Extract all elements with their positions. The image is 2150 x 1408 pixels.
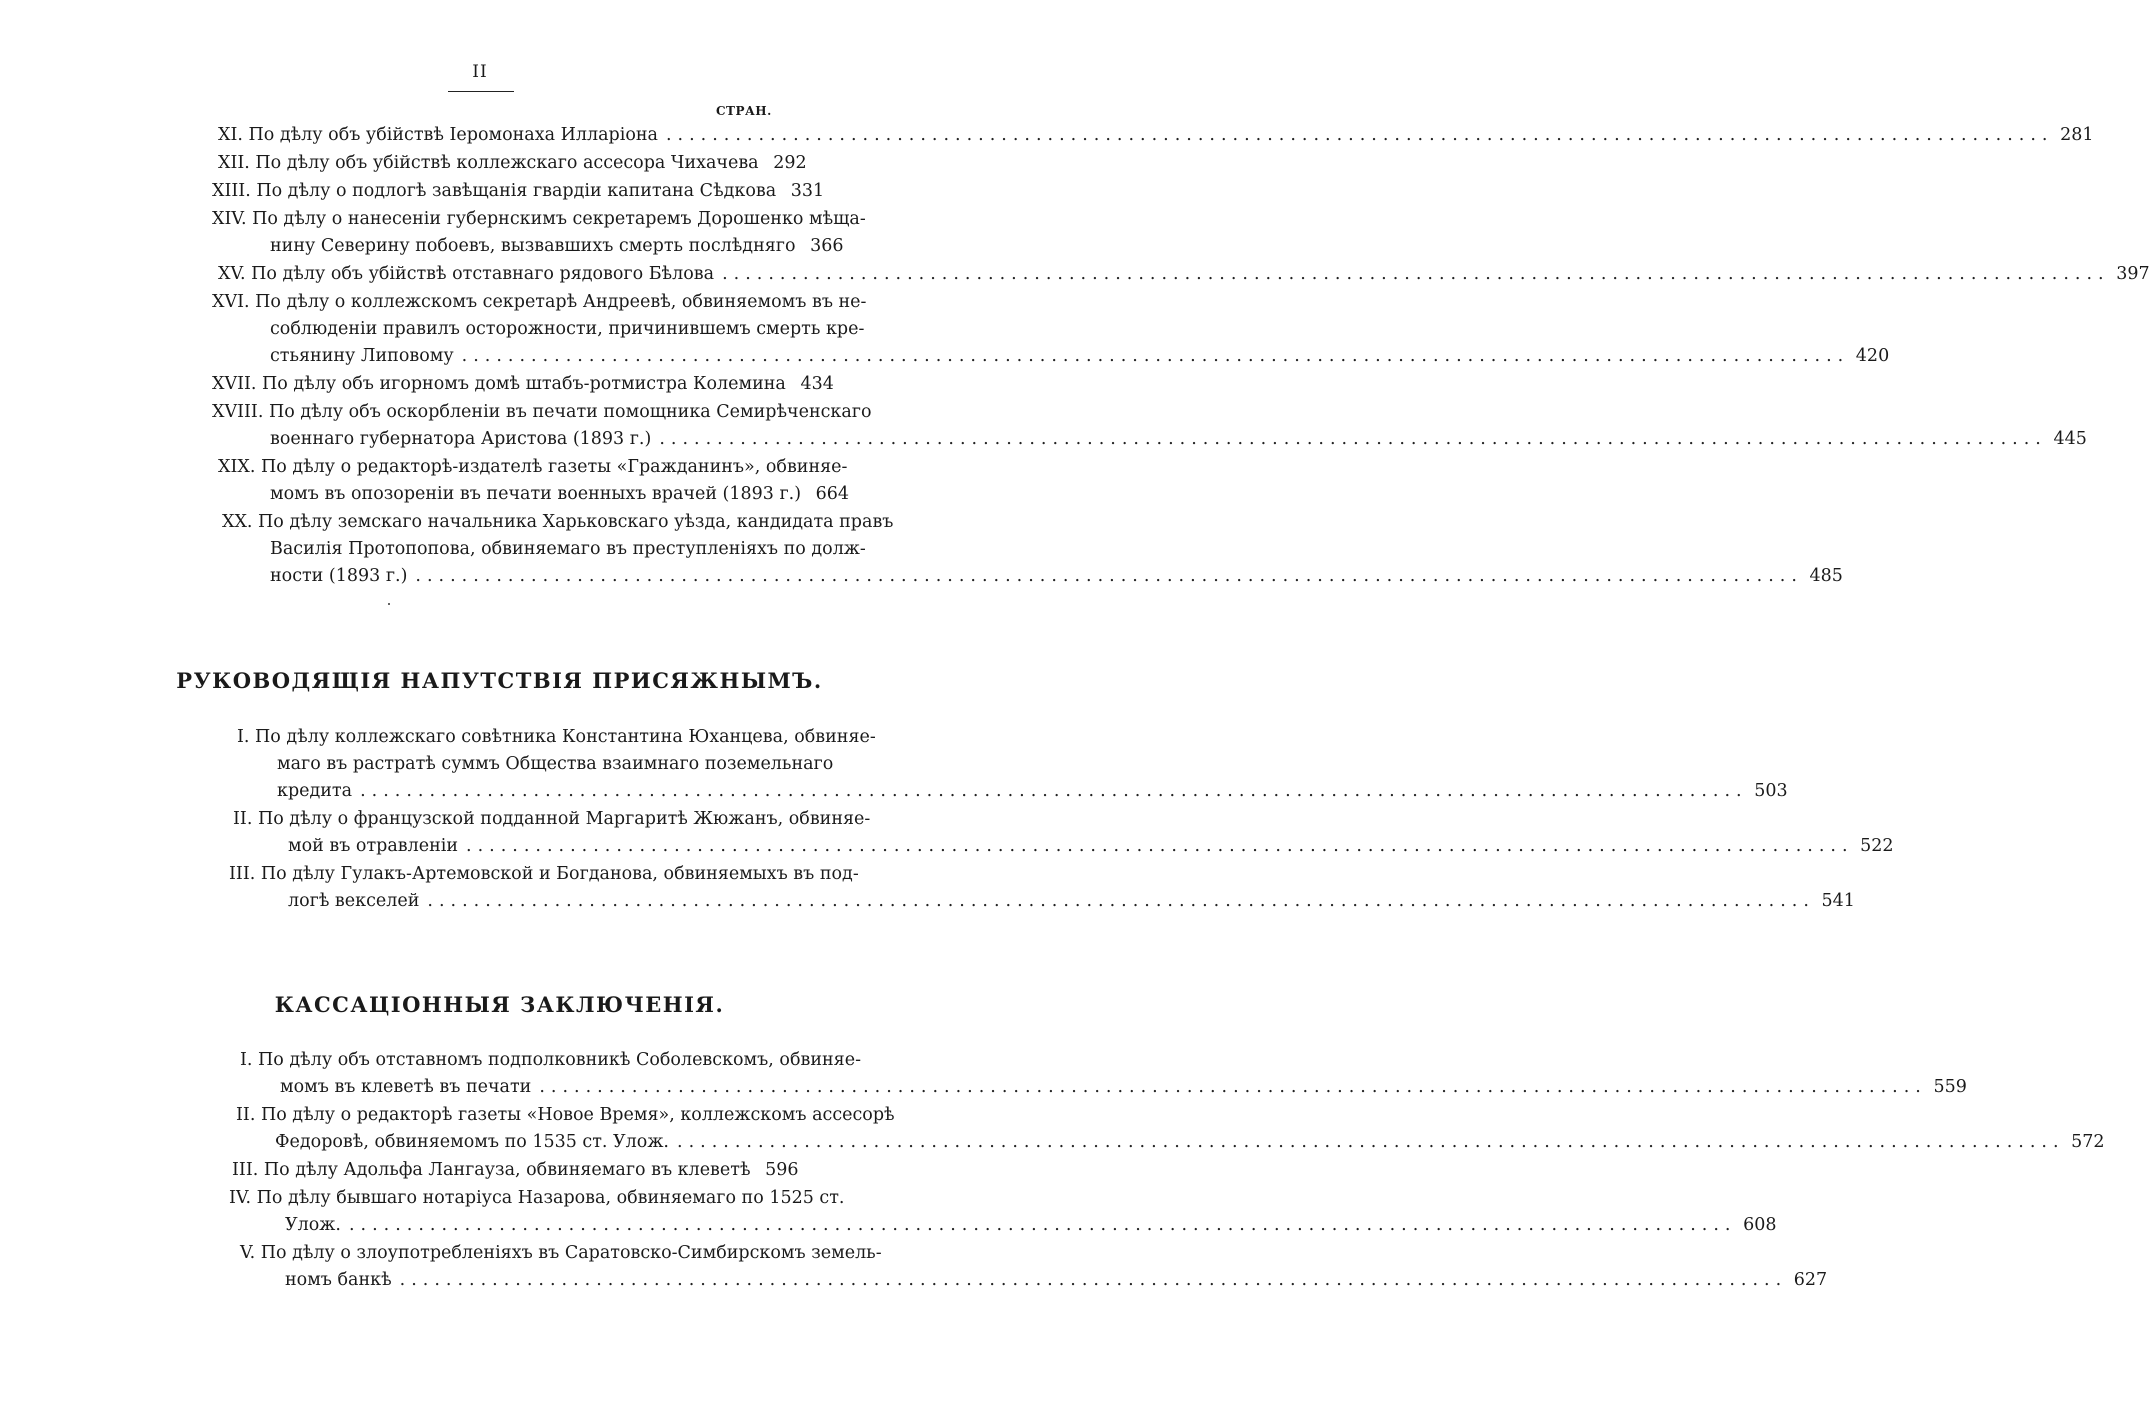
- toc-line-text: XVI. По дѣлу о коллежскомъ секретарѣ Андреевѣ, обвиняемомъ въ не-: [212, 292, 867, 312]
- toc-line-text: I. По дѣлу объ отставномъ подполковникѣ Соболевскомъ, обвиняе-: [240, 1050, 861, 1070]
- toc-line: [270, 536, 866, 563]
- dot-leader: ........................................................................................................................: [461, 346, 1850, 366]
- toc-entry: [229, 861, 1855, 915]
- toc-page-number: 397: [2116, 264, 2150, 284]
- toc-entry: [222, 509, 1843, 590]
- dot-leader: ........................................................................................................................: [659, 429, 2047, 449]
- ink-speck: [388, 603, 390, 605]
- toc-line: [222, 509, 894, 536]
- toc-entry: [232, 1157, 799, 1184]
- toc-page-number: 366: [810, 236, 844, 256]
- toc-line-text: номъ банкѣ: [285, 1270, 392, 1290]
- toc-entry: [218, 261, 2150, 288]
- toc-entry: [212, 289, 1890, 370]
- toc-entry: [212, 399, 2087, 453]
- section-title: КАССАЦІОННЫЯ ЗАКЛЮЧЕНІЯ.: [274, 992, 725, 1017]
- toc-line: [229, 1185, 845, 1212]
- toc-page-number: 608: [1743, 1215, 1777, 1235]
- toc-line-text: IV. По дѣлу бывшаго нотаріуса Назарова, обвиняемаго по 1525 ст.: [229, 1188, 845, 1208]
- toc-entry: [212, 178, 825, 205]
- page-number: II: [472, 62, 488, 82]
- toc-entry: [218, 150, 807, 177]
- toc-line-text: V. По дѣлу о злоупотребленіяхъ въ Саратовско-Симбирскомъ земель-: [240, 1243, 882, 1263]
- toc-page-number: 627: [1793, 1270, 1828, 1290]
- toc-page-number: 445: [2053, 429, 2087, 449]
- toc-entry: [218, 122, 2094, 149]
- toc-page-number: 281: [2060, 125, 2094, 145]
- toc-page-number: 596: [765, 1160, 799, 1180]
- toc-line-text: XX. По дѣлу земскаго начальника Харьковскаго уѣзда, кандидата правъ: [222, 512, 894, 532]
- toc-line-text: II. По дѣлу о французской подданной Маргаритѣ Жюжанъ, обвиняе-: [233, 809, 871, 829]
- toc-line-text: XVII. По дѣлу объ игорномъ домѣ штабъ-ротмистра Колемина: [212, 374, 786, 394]
- toc-line: [218, 261, 2150, 288]
- toc-line: [270, 481, 850, 508]
- toc-line: [275, 1129, 2105, 1156]
- toc-line-text: нину Северину побоевъ, вызвавшихъ смерть послѣдняго: [270, 236, 796, 256]
- dot-leader: ........................................................................................................................: [415, 566, 1803, 586]
- toc-line-text: XI. По дѣлу объ убійствѣ Іеромонаха Илларіона: [218, 125, 658, 145]
- toc-line-text: Федоровѣ, обвиняемомъ по 1535 ст. Улож.: [275, 1132, 669, 1152]
- header-rule: [448, 91, 514, 92]
- toc-line-text: логѣ векселей: [288, 891, 420, 911]
- toc-entry: [240, 1047, 1967, 1101]
- toc-line-text: III. По дѣлу Гулакъ-Артемовской и Богданова, обвиняемыхъ въ под-: [229, 864, 859, 884]
- column-label: СТРАН.: [716, 104, 772, 118]
- toc-line: [218, 122, 2094, 149]
- toc-line-text: XII. По дѣлу объ убійствѣ коллежскаго ассесора Чихачева: [218, 153, 759, 173]
- dot-leader: ........................................................................................................................: [539, 1077, 1927, 1097]
- toc-line-text: мой въ отравленіи: [288, 836, 459, 856]
- toc-line: [270, 316, 865, 343]
- toc-line-text: XV. По дѣлу объ убійствѣ отставнаго рядового Бѣлова: [218, 264, 715, 284]
- toc-line-text: XIII. По дѣлу о подлогѣ завѣщанія гвардіи капитана Сѣдкова: [212, 181, 777, 201]
- toc-entry: [233, 806, 1894, 860]
- toc-line-text: соблюденіи правилъ осторожности, причинившемъ смерть кре-: [270, 319, 865, 339]
- toc-line: [212, 289, 867, 316]
- toc-line: [232, 1157, 799, 1184]
- toc-entry: [229, 1185, 1777, 1239]
- dot-leader: ........................................................................................................................: [665, 125, 2054, 145]
- toc-line-text: маго въ растратѣ суммъ Общества взаимнаго поземельнаго: [277, 754, 834, 774]
- toc-page-number: 559: [1933, 1077, 1967, 1097]
- toc-line: [237, 724, 876, 751]
- toc-line: [270, 563, 1843, 590]
- toc-line: [240, 1240, 882, 1267]
- dot-leader: ........................................................................................................................: [677, 1132, 2065, 1152]
- toc-line: [212, 371, 834, 398]
- toc-page-number: 485: [1809, 566, 1843, 586]
- toc-line: [229, 861, 859, 888]
- toc-line: [285, 1267, 1828, 1294]
- toc-line-text: I. По дѣлу коллежскаго совѣтника Константина Юханцева, обвиняе-: [237, 727, 876, 747]
- toc-line: [288, 888, 1855, 915]
- toc-line: [280, 1074, 1967, 1101]
- toc-entry: [212, 206, 866, 260]
- toc-page-number: 292: [773, 153, 807, 173]
- toc-line: [212, 206, 866, 233]
- dot-leader: ........................................................................................................................: [466, 836, 1854, 856]
- toc-line: [270, 233, 844, 260]
- toc-line: [233, 806, 871, 833]
- toc-line: [240, 1047, 861, 1074]
- toc-line-text: стьянину Липовому: [270, 346, 454, 366]
- toc-line-text: III. По дѣлу Адольфа Лангауза, обвиняемаго въ клеветѣ: [232, 1160, 751, 1180]
- toc-line-text: ности (1893 г.): [270, 566, 408, 586]
- toc-line-text: момъ въ клеветѣ въ печати: [280, 1077, 532, 1097]
- dot-leader: ........................................................................................................................: [399, 1270, 1788, 1290]
- toc-line: [277, 751, 834, 778]
- toc-page-number: 522: [1860, 836, 1894, 856]
- toc-entry: [236, 1102, 2105, 1156]
- dot-leader: ........................................................................................................................: [348, 1215, 1737, 1235]
- dot-leader: ........................................................................................................................: [722, 264, 2110, 284]
- toc-line-text: кредита: [277, 781, 353, 801]
- toc-line-text: XVIII. По дѣлу объ оскорбленіи въ печати помощника Семирѣченскаго: [212, 402, 872, 422]
- toc-line: [288, 833, 1894, 860]
- toc-line-text: момъ въ опозореніи въ печати военныхъ врачей (1893 г.): [270, 484, 802, 504]
- toc-page-number: 572: [2071, 1132, 2105, 1152]
- toc-entry: [237, 724, 1788, 805]
- toc-entry: [212, 371, 834, 398]
- toc-line: [285, 1212, 1777, 1239]
- toc-line: [236, 1102, 895, 1129]
- toc-line: [212, 178, 825, 205]
- toc-page-number: 434: [800, 374, 834, 394]
- toc-line-text: Улож.: [285, 1215, 341, 1235]
- toc-line: [277, 778, 1788, 805]
- toc-line: [218, 150, 807, 177]
- toc-page-number: 664: [815, 484, 850, 504]
- toc-line-text: XIV. По дѣлу о нанесеніи губернскимъ секретаремъ Дорошенко мѣща-: [212, 209, 866, 229]
- toc-page-number: 420: [1855, 346, 1890, 366]
- dot-leader: ........................................................................................................................: [360, 781, 1748, 801]
- toc-line-text: военнаго губернатора Аристова (1893 г.): [270, 429, 652, 449]
- toc-entry: [218, 454, 850, 508]
- toc-line-text: II. По дѣлу о редакторѣ газеты «Новое Время», коллежскомъ ассесорѣ: [236, 1105, 895, 1125]
- toc-line: [270, 343, 1890, 370]
- section-title: РУКОВОДЯЩІЯ НАПУТСТВІЯ ПРИСЯЖНЫМЪ.: [176, 668, 823, 693]
- toc-line-text: XIX. По дѣлу о редакторѣ-издателѣ газеты «Гражданинъ», обвиняе-: [218, 457, 848, 477]
- toc-page-number: 541: [1821, 891, 1855, 911]
- toc-page-number: 503: [1754, 781, 1788, 801]
- toc-entry: [240, 1240, 1828, 1294]
- toc-line: [270, 426, 2087, 453]
- dot-leader: ........................................................................................................................: [427, 891, 1815, 911]
- toc-line: [218, 454, 848, 481]
- toc-line: [212, 399, 872, 426]
- toc-page-number: 331: [790, 181, 825, 201]
- toc-line-text: Василія Протопопова, обвиняемаго въ преступленіяхъ по долж-: [270, 539, 866, 559]
